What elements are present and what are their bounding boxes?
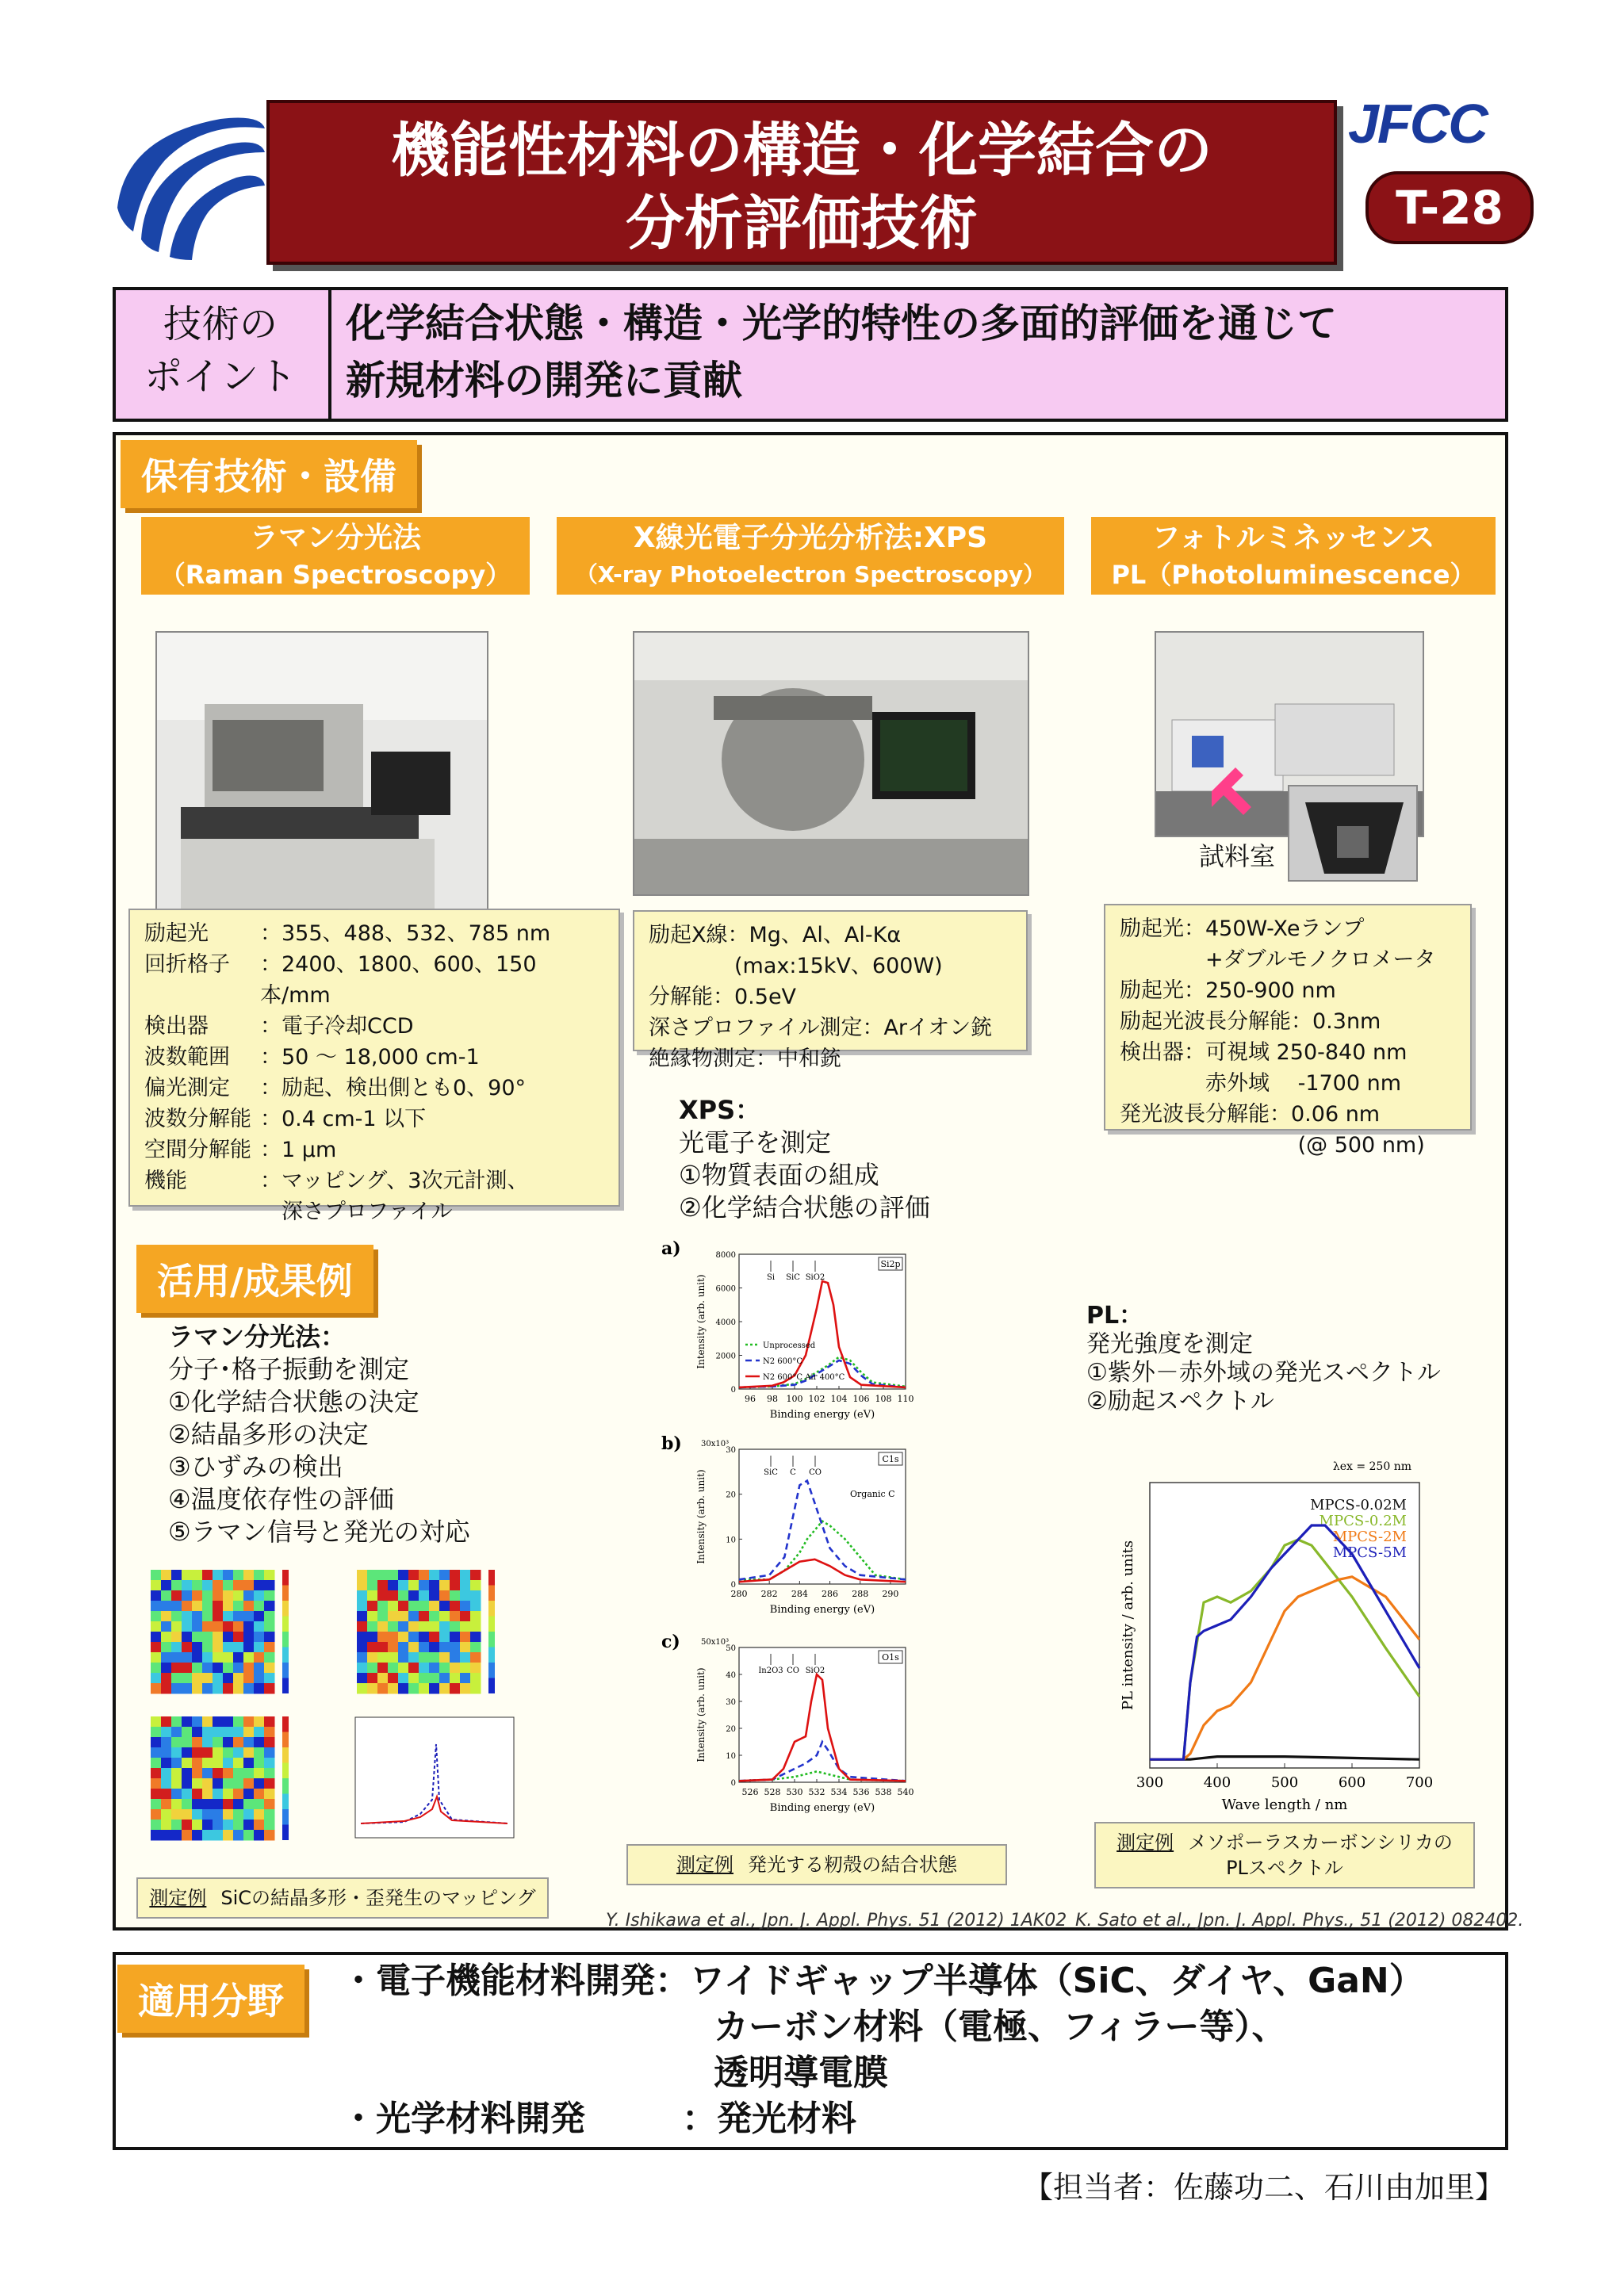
application-electronic-label: ・電子機能材料開発： <box>341 1961 690 2001</box>
point-label-line-2: ポイント <box>144 354 297 399</box>
raman-spec-row <box>144 1165 604 1196</box>
legend-label: N2 600°C Air 400°C <box>763 1373 845 1382</box>
raman-spec-key: 励起光 <box>144 921 209 946</box>
raman-result-line: ②結晶多形の決定 <box>168 1419 369 1449</box>
xps-spec-line: 分解能：0.5eV <box>649 985 797 1009</box>
raman-spec-row <box>144 1042 604 1073</box>
x-tick-label: 532 <box>808 1787 825 1797</box>
x-tick-label: 534 <box>830 1787 848 1797</box>
pl-heading <box>1091 517 1496 595</box>
peak-label: SiO2 <box>805 1667 825 1675</box>
x-tick-label: 100 <box>786 1394 803 1404</box>
application-optical-label: ・光学材料開発 <box>341 2099 585 2139</box>
raman-spec-box <box>128 909 620 1224</box>
x-tick-label: 286 <box>822 1589 839 1599</box>
raman-spec-value: ：355、488、532、785 nm <box>260 921 551 946</box>
pl-result-line: ①紫外－赤外域の発光スペクトル <box>1086 1359 1441 1387</box>
raman-spec-value: ：0.4 cm-1 以下 <box>260 1107 427 1131</box>
raman-spec-value: ：電子冷却CCD <box>260 1014 414 1039</box>
pl-spec-line: 励起光：250-900 nm <box>1120 978 1336 1003</box>
x-tick-label: 280 <box>730 1589 748 1599</box>
raman-result-line: ③ひずみの検出 <box>168 1452 343 1482</box>
pl-results-text <box>1086 1302 1441 1416</box>
xps-results-heading: XPS： <box>679 1095 761 1125</box>
y-tick-label: 30 <box>726 1698 736 1707</box>
pl-results-heading: PL： <box>1086 1302 1143 1330</box>
raman-spec-key <box>144 1196 260 1227</box>
pl-citation: K. Sato et al., Jpn. J. Appl. Phys., 51 (2012) 082402. <box>1075 1911 1524 1931</box>
y-axis-label: Intensity (arb. unit) <box>695 1667 707 1762</box>
pl-sample-chamber-photo <box>1288 785 1418 882</box>
x-tick-label: 300 <box>1136 1774 1164 1791</box>
xps-spec-box <box>633 910 1028 1071</box>
peak-label: Si <box>766 1273 776 1282</box>
equipment-section-tag: 保有技術・設備 <box>121 440 417 508</box>
chart-panel-label: b) <box>661 1433 682 1454</box>
pl-spectrum-chart <box>1101 1451 1434 1816</box>
y-tick-label: 0 <box>730 1581 736 1590</box>
xps-caption-label: 測定例 <box>676 1854 733 1876</box>
pl-title: フォトルミネッセンス <box>1151 522 1435 554</box>
y-tick-label: 10 <box>726 1752 736 1761</box>
raman-result-line: 分子･格子振動を測定 <box>168 1354 410 1384</box>
y-tick-label: 6000 <box>715 1284 736 1294</box>
x-tick-label: 106 <box>852 1394 870 1404</box>
raman-spec-row <box>144 949 604 1011</box>
xps-instrument-photo <box>633 631 1029 896</box>
owner-credit: 【担当者：佐藤功二、石川由加里】 <box>1022 2170 1505 2205</box>
raman-result-line: ⑤ラマン信号と発光の対応 <box>168 1517 470 1547</box>
x-tick-label: 700 <box>1405 1774 1434 1791</box>
y-tick-label: 50 <box>726 1644 736 1653</box>
pl-spec-line: 赤外域 -1700 nm <box>1120 1071 1402 1096</box>
raman-subtitle: （Raman Spectroscopy） <box>159 560 511 590</box>
raman-spec-value: ：1 μm <box>260 1138 337 1162</box>
x-tick-label: 400 <box>1203 1774 1231 1791</box>
pl-spec-line: 励起光波長分解能：0.3nm <box>1120 1009 1381 1034</box>
point-text-line-2: 新規材料の開発に貢献 <box>346 358 742 404</box>
y-tick-label: 2000 <box>715 1352 736 1361</box>
raman-spec-key: 波数分解能 <box>144 1107 251 1131</box>
xps-spec-line: 深さプロファイル測定：Arイオン銃 <box>649 1016 993 1040</box>
title-line-1: 機能性材料の構造・化学結合の <box>391 117 1212 185</box>
peak-label: SiC <box>764 1468 778 1477</box>
xps-result-line: ②化学結合状態の評価 <box>679 1192 930 1223</box>
pl-caption-line-2: PLスペクトル <box>1226 1857 1343 1879</box>
raman-map <box>151 1570 289 1694</box>
raman-mapping-figure <box>119 1562 563 1855</box>
xps-subtitle: （X-ray Photoelectron Spectroscopy） <box>575 561 1046 587</box>
chart-tag: C1s <box>882 1454 899 1464</box>
x-tick-label: 536 <box>852 1787 870 1797</box>
legend-label: MPCS-0.02M <box>1310 1497 1407 1513</box>
raman-spec-value: ：励起、検出側とも0、90° <box>260 1076 527 1100</box>
x-tick-label: 98 <box>767 1394 778 1404</box>
x-tick-label: 540 <box>897 1787 914 1797</box>
pl-result-line: ②励起スペクトル <box>1086 1387 1274 1415</box>
point-label <box>113 287 331 422</box>
y-tick-label: 0 <box>730 1779 736 1788</box>
pl-excitation-note: λex = 250 nm <box>1332 1460 1411 1473</box>
x-tick-label: 530 <box>786 1787 803 1797</box>
point-label-line-1: 技術の <box>163 302 278 346</box>
raman-spec-row <box>144 1073 604 1104</box>
raman-map <box>151 1716 289 1841</box>
raman-spec-key: 波数範囲 <box>144 1045 230 1070</box>
peak-label: SiC <box>786 1273 800 1282</box>
x-axis-label: Binding energy (eV) <box>769 1604 875 1616</box>
raman-spec-key: 空間分解能 <box>144 1138 251 1162</box>
x-tick-label: 288 <box>852 1589 869 1599</box>
jfcc-swoosh-logo <box>109 113 265 260</box>
pl-result-line: 発光強度を測定 <box>1086 1330 1253 1358</box>
xps-results-text <box>679 1094 930 1224</box>
pl-subtitle: PL（Photoluminescence） <box>1111 560 1476 590</box>
pl-spec-line: 励起光：450W-Xeランプ <box>1120 916 1365 941</box>
x-tick-label: 282 <box>760 1589 778 1599</box>
x-axis-label: Wave length / nm <box>1221 1797 1348 1813</box>
legend-label: MPCS-5M <box>1332 1544 1407 1561</box>
x-tick-label: 96 <box>745 1394 756 1404</box>
raman-spec-row <box>144 1011 604 1042</box>
xps-c1s-chart <box>660 1432 977 1630</box>
pl-caption <box>1094 1822 1475 1888</box>
results-section-tag: 活用/成果例 <box>136 1245 373 1313</box>
raman-spec-row <box>144 1135 604 1165</box>
y-tick-label: 0 <box>730 1386 736 1395</box>
y-tick-label: 20 <box>726 1725 736 1734</box>
xps-o1s-chart <box>660 1630 977 1828</box>
y-tick-label: 20 <box>726 1490 736 1500</box>
raman-caption-label: 測定例 <box>149 1887 207 1909</box>
chart-tag: O1s <box>882 1652 899 1663</box>
raman-results-heading: ラマン分光法： <box>168 1322 347 1352</box>
xps-title: X線光電子分光分析法:XPS <box>633 522 988 554</box>
xps-spec-line: 励起X線：Mg、Al、Al-Kα <box>649 923 902 947</box>
chart-annotation: Organic C <box>850 1489 895 1499</box>
raman-caption <box>136 1877 549 1919</box>
sample-room-label: 試料室 <box>1199 841 1276 871</box>
y-tick-label: 8000 <box>715 1251 736 1260</box>
raman-caption-text: SiCの結晶多形・歪発生のマッピング <box>220 1887 536 1909</box>
x-tick-label: 290 <box>882 1589 899 1599</box>
x-tick-label: 526 <box>741 1787 759 1797</box>
xps-spec-line: 絶縁物測定：中和銃 <box>649 1047 841 1071</box>
chart-tag: Si2p <box>880 1259 901 1269</box>
raman-spec-key: 検出器 <box>144 1014 209 1039</box>
xps-caption-text: 発光する籾殻の結合状態 <box>748 1854 957 1876</box>
raman-heading <box>141 517 530 595</box>
peak-label: SiO2 <box>805 1273 825 1282</box>
raman-map <box>357 1570 495 1694</box>
application-carbon: カーボン材料（電極、フィラー等）、 <box>714 2007 1287 2047</box>
raman-spec-row <box>144 1196 604 1227</box>
y-axis-label: Intensity (arb. unit) <box>695 1274 707 1369</box>
x-tick-label: 528 <box>764 1787 781 1797</box>
application-optical-value: ：発光材料 <box>682 2099 856 2139</box>
x-tick-label: 102 <box>808 1394 825 1404</box>
xps-result-line: 光電子を測定 <box>679 1127 832 1158</box>
legend-label: MPCS-0.2M <box>1319 1513 1407 1529</box>
raman-spec-key: 回折格子 <box>144 952 230 977</box>
xps-spec-line: (max:15kV、600W) <box>649 954 943 978</box>
pl-spec-box <box>1104 904 1472 1158</box>
point-text <box>346 295 1496 409</box>
legend-label: MPCS-2M <box>1332 1529 1407 1545</box>
xps-citation: Y. Ishikawa et al., Jpn. J. Appl. Phys. 51 (2012) 1AK02 <box>606 1911 1067 1931</box>
pl-spec-line: 発光波長分解能：0.06 nm <box>1120 1102 1381 1127</box>
raman-spec-row <box>144 918 604 949</box>
application-section-tag: 適用分野 <box>117 1965 304 2033</box>
peak-label: C <box>790 1468 796 1477</box>
poster-title <box>266 100 1337 265</box>
peak-label: CO <box>787 1667 799 1675</box>
raman-spec-key: 偏光測定 <box>144 1076 230 1100</box>
y-unit-label: 50x10³ <box>701 1638 730 1647</box>
title-line-2: 分析評価技術 <box>626 189 978 258</box>
point-text-line-1: 化学結合状態・構造・光学的特性の多面的評価を通じて <box>346 300 1337 346</box>
y-tick-label: 10 <box>726 1536 736 1545</box>
raman-spec-value: ：50 ～ 18,000 cm-1 <box>260 1045 480 1070</box>
raman-title: ラマン分光法 <box>249 522 421 554</box>
x-tick-label: 108 <box>875 1394 892 1404</box>
y-unit-label: 30x10³ <box>701 1440 730 1448</box>
y-axis-label: PL intensity / arb. units <box>1120 1540 1136 1711</box>
raman-spec-value: ：2400、1800、600、150 本/mm <box>260 952 537 1008</box>
y-tick-label: 4000 <box>715 1318 736 1327</box>
y-axis-label: Intensity (arb. unit) <box>695 1469 707 1564</box>
x-tick-label: 538 <box>875 1787 892 1797</box>
xps-caption <box>626 1844 1007 1885</box>
x-axis-label: Binding energy (eV) <box>769 1802 875 1814</box>
legend-label: N2 600°C <box>763 1357 803 1366</box>
application-electronic-value: ワイドギャップ半導体（SiC、ダイヤ、GaN） <box>690 1961 1424 2001</box>
peak-label: CO <box>809 1468 822 1477</box>
y-tick-label: 40 <box>726 1671 736 1680</box>
chart-panel-label: a) <box>661 1238 681 1259</box>
xps-result-line: ①物質表面の組成 <box>679 1160 879 1190</box>
x-tick-label: 284 <box>791 1589 808 1599</box>
raman-result-line: ①化学結合状態の決定 <box>168 1387 419 1417</box>
xps-heading <box>557 517 1064 595</box>
x-tick-label: 600 <box>1338 1774 1366 1791</box>
application-transparent: 透明導電膜 <box>714 2053 888 2093</box>
chart-panel-label: c) <box>661 1632 680 1652</box>
xps-si2p-chart <box>660 1237 977 1435</box>
x-tick-label: 110 <box>897 1394 914 1404</box>
x-tick-label: 500 <box>1270 1774 1299 1791</box>
pl-spec-line: 検出器：可視域 250-840 nm <box>1120 1040 1408 1065</box>
x-axis-label: Binding energy (eV) <box>769 1409 875 1421</box>
y-tick-label: 30 <box>726 1446 736 1455</box>
raman-instrument-photo <box>155 631 488 916</box>
raman-spec-row <box>144 1104 604 1135</box>
raman-spec-value: ：マッピング、3次元計測、 <box>260 1169 529 1193</box>
raman-results-text <box>168 1321 470 1548</box>
poster-code-badge: T-28 <box>1365 171 1534 244</box>
pl-spec-line: (@ 500 nm) <box>1120 1133 1425 1158</box>
raman-result-line: ④温度依存性の評価 <box>168 1484 394 1514</box>
pl-spec-line: +ダブルモノクロメータ <box>1120 947 1436 972</box>
peak-label: In2O3 <box>758 1667 783 1675</box>
raman-spec-key: 機能 <box>144 1169 187 1193</box>
application-text <box>341 1958 1424 2142</box>
pl-caption-label: 測定例 <box>1116 1831 1174 1854</box>
pl-caption-line-1: メソポーラスカーボンシリカの <box>1188 1831 1453 1854</box>
x-tick-label: 104 <box>830 1394 848 1404</box>
org-logo-text: JFCC <box>1348 93 1487 155</box>
legend-label: Unprocessed <box>763 1341 816 1350</box>
raman-spec-value: 深さプロファイル <box>260 1200 453 1224</box>
